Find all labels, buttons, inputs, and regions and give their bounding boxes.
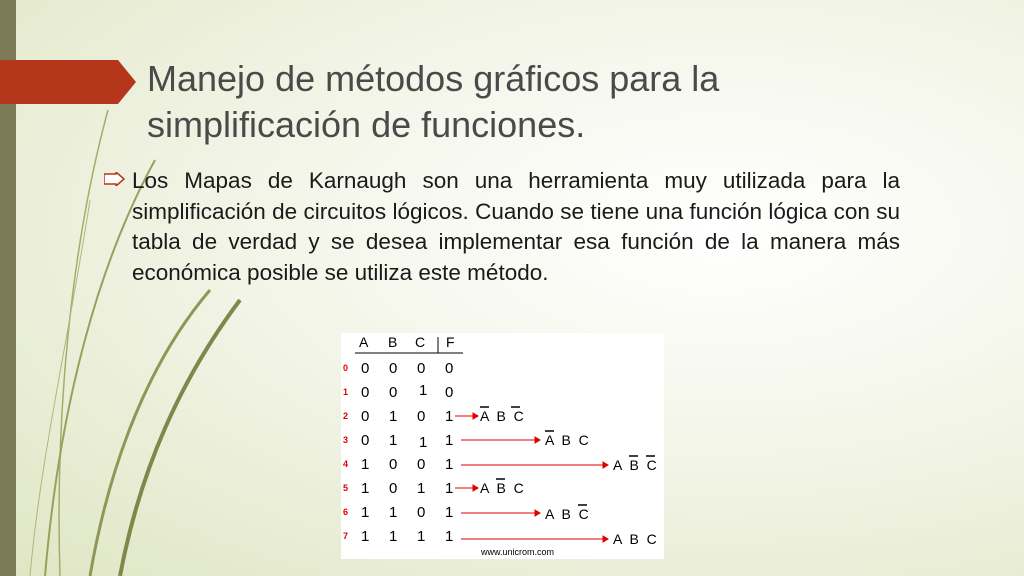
row-index: 0 — [343, 363, 349, 373]
row-index: 1 — [343, 387, 349, 397]
cell-a: 1 — [361, 480, 370, 497]
slide-title — [147, 56, 967, 148]
minterm-row-2: A B C — [480, 408, 526, 424]
row-index: 6 — [343, 507, 349, 517]
cell-b: 1 — [389, 504, 398, 521]
cell-a: 1 — [361, 456, 370, 473]
cell-f: 1 — [445, 456, 454, 473]
cell-c: 0 — [417, 456, 426, 473]
cell-f: 1 — [445, 408, 454, 425]
cell-a: 1 — [361, 504, 370, 521]
header-a: A — [359, 334, 369, 350]
cell-f: 1 — [445, 432, 454, 449]
cell-b: 0 — [389, 480, 398, 497]
source-credit: www.unicrom.com — [481, 547, 555, 557]
title-arrow-shape — [0, 60, 140, 104]
header-c: C — [415, 334, 426, 350]
minterm-row-3: A B C — [545, 432, 591, 448]
cell-f: 0 — [445, 384, 454, 401]
cell-c: 1 — [419, 382, 428, 399]
cell-a: 0 — [361, 360, 370, 377]
minterm-row-6: A B C — [545, 506, 591, 522]
minterm-row-5: A B C — [480, 480, 526, 496]
cell-b: 1 — [389, 408, 398, 425]
row-index: 4 — [343, 459, 349, 469]
minterm-labels — [480, 408, 659, 547]
header-b: B — [388, 334, 398, 350]
header-f: F — [446, 334, 455, 350]
cell-b: 0 — [389, 384, 398, 401]
arrow-bullet-icon — [104, 172, 126, 186]
table-body — [343, 360, 453, 545]
row-index: 5 — [343, 483, 349, 493]
cell-c: 1 — [417, 528, 426, 545]
truth-table-image — [341, 333, 664, 559]
cell-c: 1 — [419, 434, 428, 451]
cell-a: 1 — [361, 528, 370, 545]
cell-c: 1 — [417, 480, 426, 497]
cell-b: 0 — [389, 456, 398, 473]
cell-f: 0 — [445, 360, 454, 377]
cell-c: 0 — [417, 408, 426, 425]
cell-a: 0 — [361, 384, 370, 401]
title-line-1: Manejo de métodos gráficos para la — [147, 58, 720, 99]
cell-c: 0 — [417, 504, 426, 521]
bullet-paragraph: Los Mapas de Karnaugh son una herramienta muy utilizada para la simplificación de circuitos lógicos. Cuando se tiene una función lógica con su tabla de verdad y se desea implementar esa función de la manera más económica posible se utiliza este método. — [132, 168, 900, 285]
minterm-row-7: A B C — [613, 531, 659, 547]
cell-b: 0 — [389, 360, 398, 377]
row-index: 7 — [343, 531, 349, 541]
row-index: 2 — [343, 411, 349, 421]
cell-a: 0 — [361, 432, 370, 449]
cell-f: 1 — [445, 504, 454, 521]
cell-a: 0 — [361, 408, 370, 425]
cell-c: 0 — [417, 360, 426, 377]
row-index: 3 — [343, 435, 349, 445]
cell-f: 1 — [445, 480, 454, 497]
cell-b: 1 — [389, 432, 398, 449]
minterm-row-4: A B C — [613, 457, 659, 473]
title-line-2: simplificación de funciones. — [147, 104, 586, 145]
cell-b: 1 — [389, 528, 398, 545]
cell-f: 1 — [445, 528, 454, 545]
